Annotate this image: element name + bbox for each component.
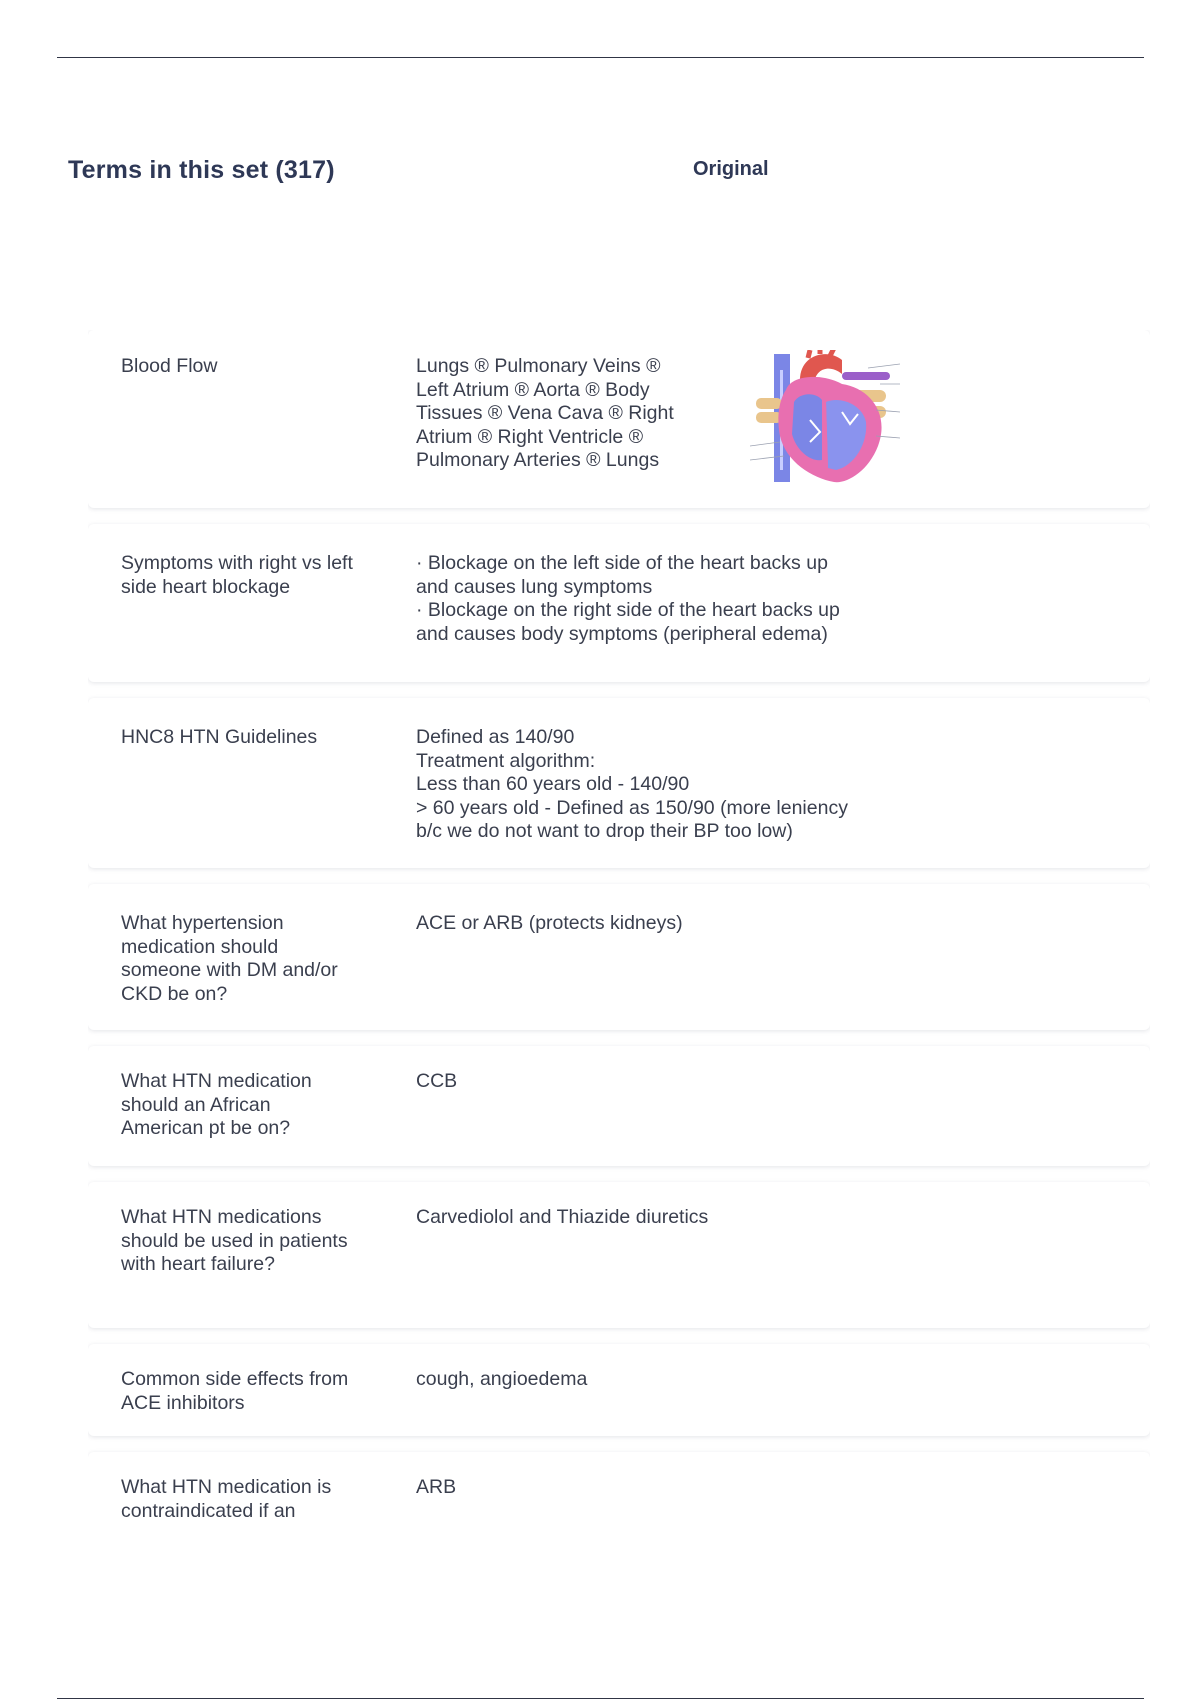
term-card — [88, 1452, 1150, 1542]
term-card — [88, 330, 1150, 508]
definition-text: ARB — [416, 1476, 457, 1498]
term-text: What HTN medication should an African American pt be on? — [121, 1070, 312, 1139]
heart-diagram-icon — [750, 350, 900, 486]
definition-text: Defined as 140/90 Treatment algorithm: Less than 60 years old - 140/90 > 60 years old - Defined as 150/90 (more leniency b/c we do not want to drop their BP too low) — [416, 726, 848, 842]
term-card — [88, 1046, 1150, 1166]
term-text: What HTN medications should be used in patients with heart failure? — [121, 1206, 348, 1275]
term-card — [88, 698, 1150, 868]
definition-text: · Blockage on the left side of the heart backs up and causes lung symptoms · Blockage on the right side of the heart backs up and causes body symptoms (peripheral edema) — [416, 552, 840, 645]
top-divider — [57, 57, 1144, 58]
definition-text: cough, angioedema — [416, 1368, 588, 1390]
definition-text: Lungs ® Pulmonary Veins ® Left Atrium ® Aorta ® Body Tissues ® Vena Cava ® Right Atrium ® Right Ventricle ® Pulmonary Arteries ® Lungs — [416, 355, 674, 471]
set-title: Terms in this set (317) — [68, 156, 335, 184]
term-text: Symptoms with right vs left side heart blockage — [121, 552, 353, 598]
term-card — [88, 1182, 1150, 1328]
term-text: What hypertension medication should someone with DM and/or CKD be on? — [121, 912, 338, 1005]
term-text: Common side effects from ACE inhibitors — [121, 1368, 349, 1414]
bottom-divider — [57, 1698, 1144, 1699]
term-text: What HTN medication is contraindicated if an — [121, 1476, 332, 1522]
definition-text: Carvediolol and Thiazide diuretics — [416, 1206, 709, 1228]
definition-text: ACE or ARB (protects kidneys) — [416, 912, 683, 934]
definition-text: CCB — [416, 1070, 458, 1092]
sort-label[interactable]: Original — [693, 158, 769, 180]
term-text: HNC8 HTN Guidelines — [121, 726, 318, 748]
term-card — [88, 884, 1150, 1030]
term-card — [88, 524, 1150, 682]
term-text: Blood Flow — [121, 355, 218, 377]
term-list — [88, 330, 1150, 1542]
term-card — [88, 1344, 1150, 1436]
